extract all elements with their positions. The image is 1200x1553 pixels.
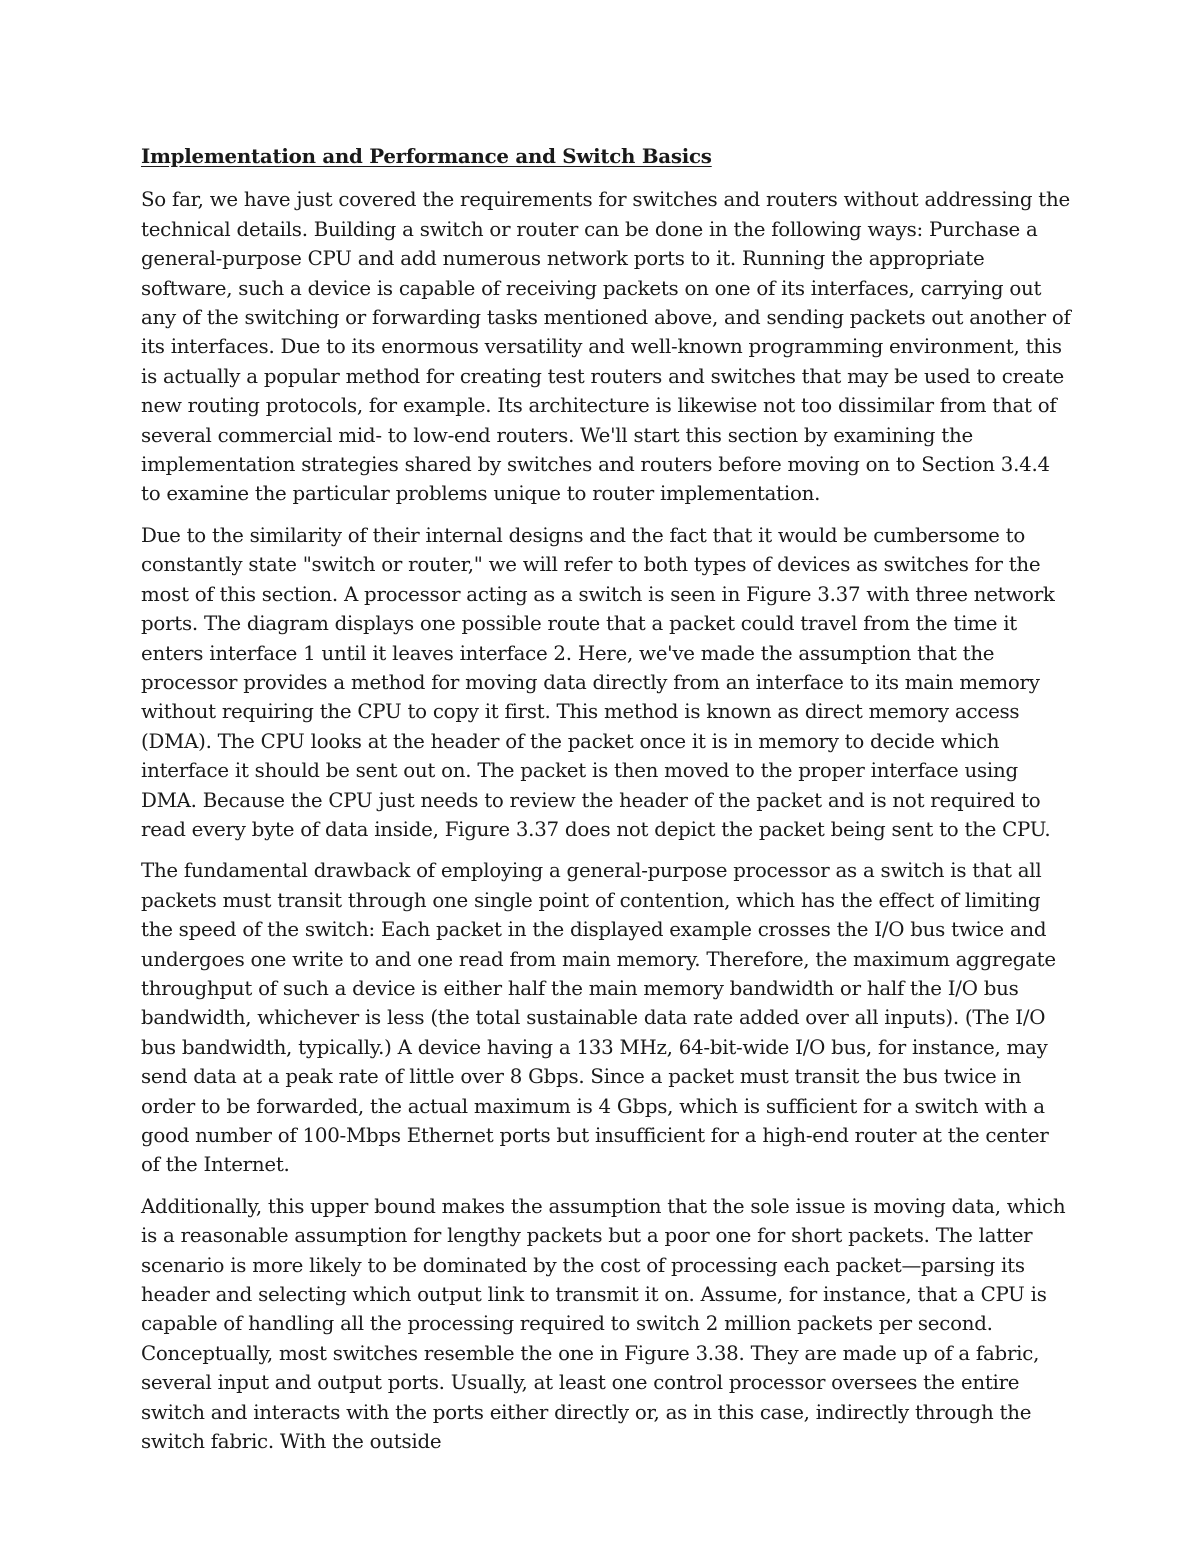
document-body [141,142,1071,1468]
paragraph-2: Due to the similarity of their internal designs and the fact that it would be cumbersome to constantly state "switch or router," we will refer to both types of devices as switches for the most of this section. A processor acting as a switch is seen in Figure 3.37 with three network ports. The diagram displays one possible route that a packet could travel from the time it enters interface 1 until it leaves interface 2. Here, we've made the assumption that the processor provides a method for moving data directly from an interface to its main memory without requiring the CPU to copy it first. This method is known as direct memory access (DMA). The CPU looks at the header of the packet once it is in memory to decide which interface it should be sent out on. The packet is then moved to the proper interface using DMA. Because the CPU just needs to review the header of the packet and is not required to read every byte of data inside, Figure 3.37 does not depict the packet being sent to the CPU. [141,523,1055,841]
paragraph-3: The fundamental drawback of employing a general-purpose processor as a switch is that all packets must transit through one single point of contention, which has the effect of limiting the speed of the switch: Each packet in the displayed example crosses the I/O bus twice and undergoes one write to and one read from main memory. Therefore, the maximum aggregate throughput of such a device is either half the main memory bandwidth or half the I/O bus bandwidth, whichever is less (the total sustainable data rate added over all inputs). (The I/O bus bandwidth, typically.) A device having a 133 MHz, 64-bit-wide I/O bus, for instance, may send data at a peak rate of little over 8 Gbps. Since a packet must transit the bus twice in order to be forwarded, the actual maximum is 4 Gbps, which is sufficient for a switch with a good number of 100-Mbps Ethernet ports but insufficient for a high-end router at the center of the Internet. [141,859,1056,1177]
paragraph-4: Additionally, this upper bound makes the assumption that the sole issue is moving data, which is a reasonable assumption for lengthy packets but a poor one for short packets. The latter scenario is more likely to be dominated by the cost of processing each packet—parsing its header and selecting which output link to transmit it on. Assume, for instance, that a CPU is capable of handling all the processing required to switch 2 million packets per second. Conceptually, most switches resemble the one in Figure 3.38. They are made up of a fabric, several input and output ports. Usually, at least one control processor oversees the entire switch and interacts with the ports either directly or, as in this case, indirectly through the switch fabric. With the outside [141,1194,1066,1454]
document-title: Implementation and Performance and Switch Basics [141,144,712,168]
paragraph-1: So far, we have just covered the requirements for switches and routers without addressing the technical details. Building a switch or router can be done in the following ways: Purchase a general-purpose CPU and add numerous network ports to it. Running the appropriate software, such a device is capable of receiving packets on one of its interfaces, carrying out any of the switching or forwarding tasks mentioned above, and sending packets out another of its interfaces. Due to its enormous versatility and well-known programming environment, this is actually a popular method for creating test routers and switches that may be used to create new routing protocols, for example. Its architecture is likewise not too dissimilar from that of several commercial mid- to low-end routers. We'll start this section by examining the implementation strategies shared by switches and routers before moving on to Section 3.4.4 to examine the particular problems unique to router implementation. [141,188,1071,506]
